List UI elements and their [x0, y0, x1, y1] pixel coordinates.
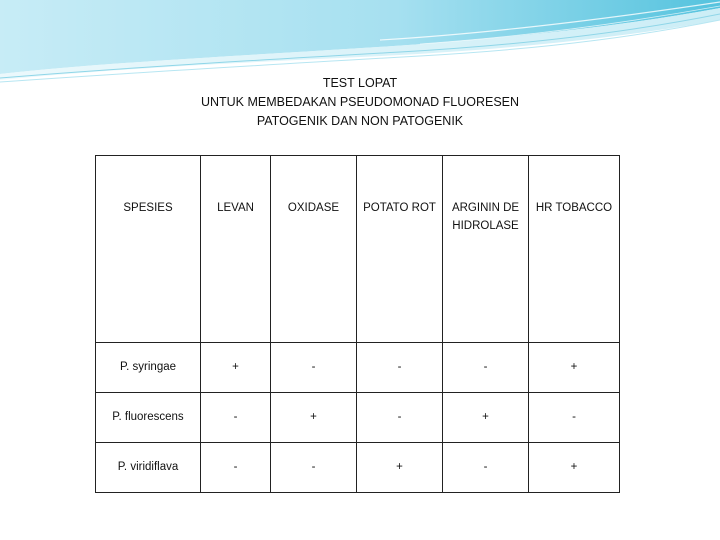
title-line-1: TEST LOPAT [322, 76, 398, 90]
cell-species: P. viridiflava [96, 443, 201, 493]
table-header-row [96, 156, 620, 343]
cell-potato-rot: + [357, 443, 443, 493]
cell-oxidase: - [271, 343, 357, 393]
title-line-2: UNTUK MEMBEDAKAN PSEUDOMONAD FLUORESEN [200, 95, 520, 109]
header-species: SPESIES [96, 156, 201, 343]
cell-levan: - [201, 443, 271, 493]
cell-potato-rot: - [357, 343, 443, 393]
header-arginin [443, 156, 529, 343]
cell-arginin: - [443, 443, 529, 493]
table-row [96, 443, 620, 493]
cell-species: P. fluorescens [96, 393, 201, 443]
header-potato-rot: POTATO ROT [357, 156, 443, 343]
cell-hr-tobacco: + [529, 343, 620, 393]
header-arginin-text: ARGININ DEHIDROLASE [451, 202, 520, 232]
title-line-3: PATOGENIK DAN NON PATOGENIK [256, 114, 464, 128]
page-title [100, 74, 620, 131]
cell-oxidase: + [271, 393, 357, 443]
cell-oxidase: - [271, 443, 357, 493]
cell-arginin: + [443, 393, 529, 443]
cell-potato-rot: - [357, 393, 443, 443]
cell-levan: + [201, 343, 271, 393]
table-row [96, 393, 620, 443]
header-oxidase: OXIDASE [271, 156, 357, 343]
lopat-test-table [95, 155, 620, 493]
table-row [96, 343, 620, 393]
cell-hr-tobacco: - [529, 393, 620, 443]
cell-levan: - [201, 393, 271, 443]
cell-hr-tobacco: + [529, 443, 620, 493]
header-levan: LEVAN [201, 156, 271, 343]
cell-species: P. syringae [96, 343, 201, 393]
cell-arginin: - [443, 343, 529, 393]
header-hr-tobacco: HR TOBACCO [529, 156, 620, 343]
